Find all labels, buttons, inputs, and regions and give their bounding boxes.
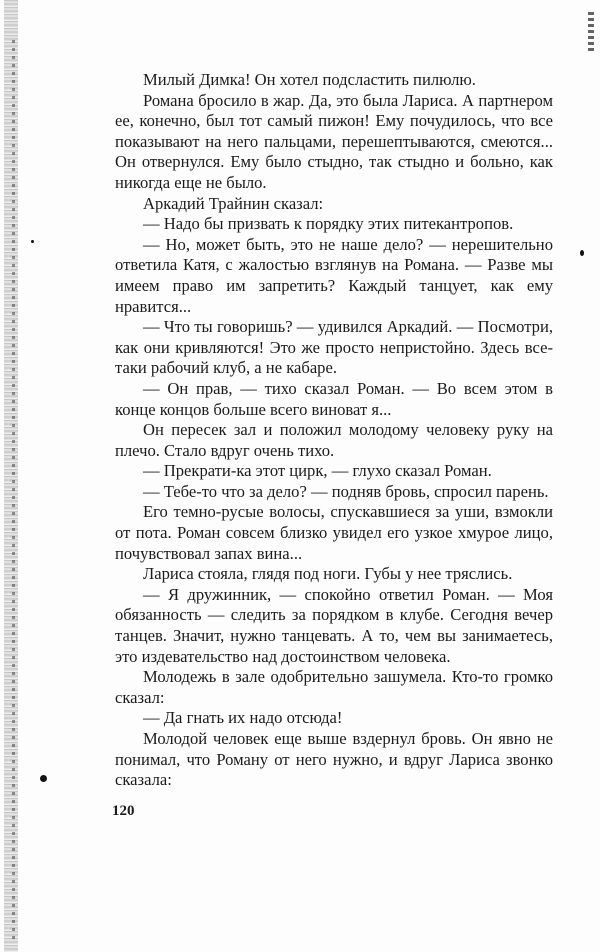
body-text <box>115 70 553 791</box>
page-number: 120 <box>112 803 135 819</box>
scan-corner-mark <box>588 12 594 52</box>
paragraph: Аркадий Трайнин сказал: <box>143 193 324 213</box>
paragraph: Лариса стояла, глядя под ноги. Губы у нее тряслись. <box>143 564 513 584</box>
paragraph: Его темно-русые волосы, спускавшиеся за уши, взмокли от пота. Роман совсем близко увидел его узкое хмурое лицо, почувствовал запах вина... <box>115 502 553 563</box>
paragraph: — Прекрати-ка этот цирк, — глухо сказал Роман. <box>143 461 492 481</box>
scan-speck <box>31 240 34 243</box>
scan-speck <box>580 250 584 256</box>
paragraph: Милый Димка! Он хотел подсластить пилюлю. <box>143 70 476 89</box>
paragraph: — Он прав, — тихо сказал Роман. — Во всем этом в конце концов больше всего виноват я... <box>115 378 553 419</box>
paragraph: — Что ты говоришь? — удивился Аркадий. — Посмотри, как они кривляются! Это же просто непристойно. Здесь все-таки рабочий клуб, а не кабаре. <box>115 317 553 378</box>
paragraph: — Да гнать их надо отсюда! <box>143 708 343 728</box>
paragraph: Романа бросило в жар. Да, это была Лариса. А партнером ее, конечно, был тот самый пижон! Ему почудилось, что все показывают на него пальцами, перешептываются, смеются... Он отвернулся. Ему было стыдно, так стыдно и больно, как никогда еще не было. <box>115 90 553 192</box>
scan-binding-edge <box>4 0 18 952</box>
paragraph: Он пересек зал и положил молодому человеку руку на плечо. Стало вдруг очень тихо. <box>115 420 553 460</box>
paragraph: Молодежь в зале одобрительно зашумела. Кто-то громко сказал: <box>115 667 553 707</box>
paragraph: — Надо бы призвать к порядку этих питекантропов. <box>143 214 514 234</box>
paragraph: — Тебе-то что за дело? — подняв бровь, спросил парень. <box>143 481 549 501</box>
paragraph: Молодой человек еще выше вздернул бровь. Он явно не понимал, что Роману от него нужно, и вдруг Лариса звонко сказала: <box>115 729 553 790</box>
scan-speck <box>40 775 47 782</box>
paragraph: — Я дружинник, — спокойно ответил Роман. — Моя обязанность — следить за порядком в клубе. Сегодня вечер танцев. Значит, нужно танцевать. А то, чем вы занимаетесь, это издевательство над достоинством человека. <box>115 584 553 666</box>
scan-binding-edge-line <box>12 40 15 940</box>
paragraph: — Но, может быть, это не наше дело? — нерешительно ответила Катя, с жалостью взглянув на Романа. — Разве мы имеем право им запретить? Каждый танцует, как ему нравится... <box>115 234 553 316</box>
